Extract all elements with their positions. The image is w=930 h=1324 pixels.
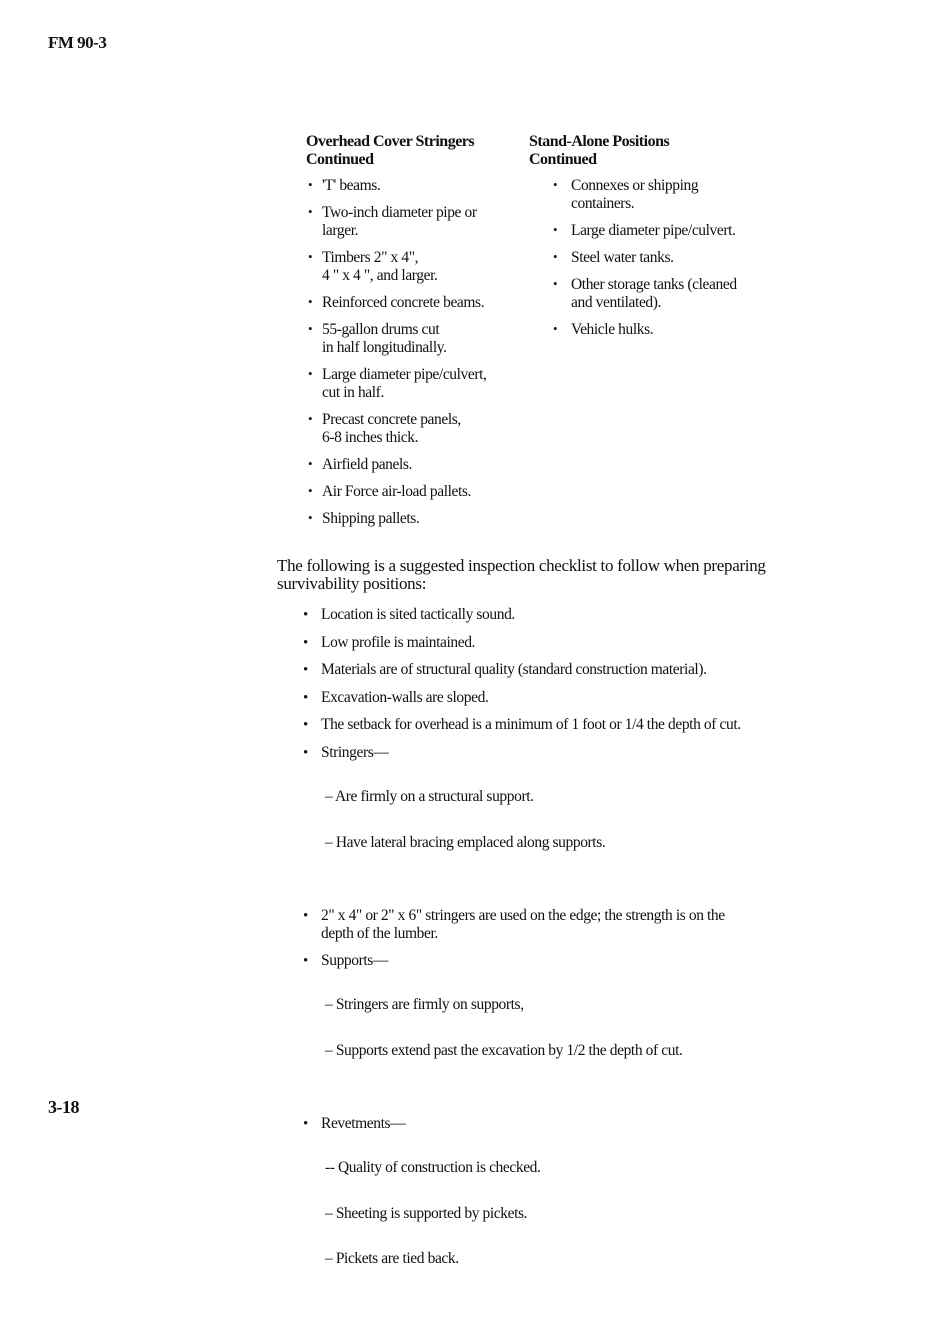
sub-item: – Supports extend past the excavation by 1/2 the depth of cut. <box>325 1041 683 1059</box>
list-item: • Vehicle hulks. <box>553 321 654 338</box>
bullet-icon: • <box>553 249 558 264</box>
list-item: • 55-gallon drums cut in half longitudinally. <box>308 321 447 356</box>
list-item: • Shipping pallets. <box>308 510 420 527</box>
bullet-icon: • <box>303 1116 308 1133</box>
checklist-item-supports: • Supports— – Stringers are firmly on supports, – Supports extend past the excavation by 1/2 the depth of cut. <box>303 952 773 1105</box>
sub-item: – Sheeting is supported by pickets. <box>325 1204 528 1222</box>
checklist-item-revetments: • Revetments— -- Quality of construction is checked. – Sheeting is supported by pickets. – Pickets are tied back. <box>303 1115 773 1314</box>
page-header: FM 90-3 <box>48 33 107 52</box>
list-item: • Large diameter pipe/culvert, cut in half. <box>308 366 487 401</box>
position-list <box>529 177 759 339</box>
bullet-icon: • <box>303 953 308 970</box>
bullet-icon: • <box>553 321 558 336</box>
sub-item: – Stringers are firmly on supports, <box>325 996 524 1014</box>
bullet-icon: • <box>308 321 313 336</box>
list-item: • Two-inch diameter pipe or larger. <box>308 204 477 239</box>
bullet-icon: • <box>553 276 558 291</box>
bullet-icon: • <box>303 717 308 734</box>
bullet-icon: • <box>308 249 313 264</box>
bullet-icon: • <box>308 294 313 309</box>
bullet-icon: • <box>303 689 308 706</box>
revetments-sublist <box>321 1141 773 1296</box>
bullet-icon: • <box>308 510 313 525</box>
checklist-item: • Low profile is maintained. <box>303 633 476 651</box>
bullet-icon: • <box>303 662 308 679</box>
sub-item: – Are firmly on a structural support. <box>325 787 534 805</box>
bullet-icon: • <box>308 483 313 498</box>
list-item: • Precast concrete panels, 6-8 inches thick. <box>308 411 461 446</box>
stringers-sublist <box>321 770 773 879</box>
bullet-icon: • <box>303 634 308 651</box>
bullet-icon: • <box>308 411 313 426</box>
sub-item: – Have lateral bracing emplaced along supports. <box>325 833 606 851</box>
bullet-icon: • <box>308 456 313 471</box>
list-item: • Timbers 2" x 4", 4 " x 4 ", and larger. <box>308 249 438 284</box>
bullet-icon: • <box>303 607 308 623</box>
bullet-icon: • <box>303 744 308 761</box>
checklist-item: • Materials are of structural quality (standard construction material). <box>303 661 707 679</box>
list-item: • Other storage tanks (cleaned and ventilated). <box>553 276 737 311</box>
bullet-icon: • <box>308 366 313 381</box>
checklist-item: • Location is sited tactically sound. <box>303 606 515 623</box>
list-item: • 'T' beams. <box>308 177 381 194</box>
bullet-icon: • <box>308 204 313 219</box>
supports-sublist <box>321 978 773 1087</box>
page-number: 3-18 <box>48 1097 79 1117</box>
inspection-checklist <box>303 606 773 1324</box>
list-item: • Connexes or shipping containers. <box>553 177 699 212</box>
stand-alone-positions-section <box>529 133 759 348</box>
overhead-cover-stringers-section <box>306 133 516 537</box>
stringer-list <box>306 177 516 528</box>
bullet-icon: • <box>553 177 558 192</box>
section-title: Overhead Cover Stringers Continued <box>306 133 475 168</box>
checklist-item: • 2" x 4" or 2" x 6" stringers are used on the edge; the strength is on the depth of the lumber. <box>303 906 725 942</box>
checklist-item-stringers: • Stringers— – Are firmly on a structural support. – Have lateral bracing emplaced along supports. <box>303 744 773 897</box>
sub-item: -- Quality of construction is checked. <box>325 1159 541 1177</box>
list-item: • Air Force air-load pallets. <box>308 483 471 500</box>
bullet-icon: • <box>303 907 308 924</box>
checklist-item: • The setback for overhead is a minimum of 1 foot or 1/4 the depth of cut. <box>303 716 741 734</box>
sub-item: – Pickets are tied back. <box>325 1250 459 1268</box>
section-title: Stand-Alone Positions Continued <box>529 133 670 168</box>
list-item: • Reinforced concrete beams. <box>308 294 485 311</box>
bullet-icon: • <box>308 177 313 192</box>
list-item: • Large diameter pipe/culvert. <box>553 222 736 239</box>
bullet-icon: • <box>553 222 558 237</box>
checklist-item: • Excavation-walls are sloped. <box>303 688 489 706</box>
checklist-intro: The following is a suggested inspection checklist to follow when preparing survivability positions: <box>277 556 766 593</box>
list-item: • Steel water tanks. <box>553 249 674 266</box>
list-item: • Airfield panels. <box>308 456 413 473</box>
